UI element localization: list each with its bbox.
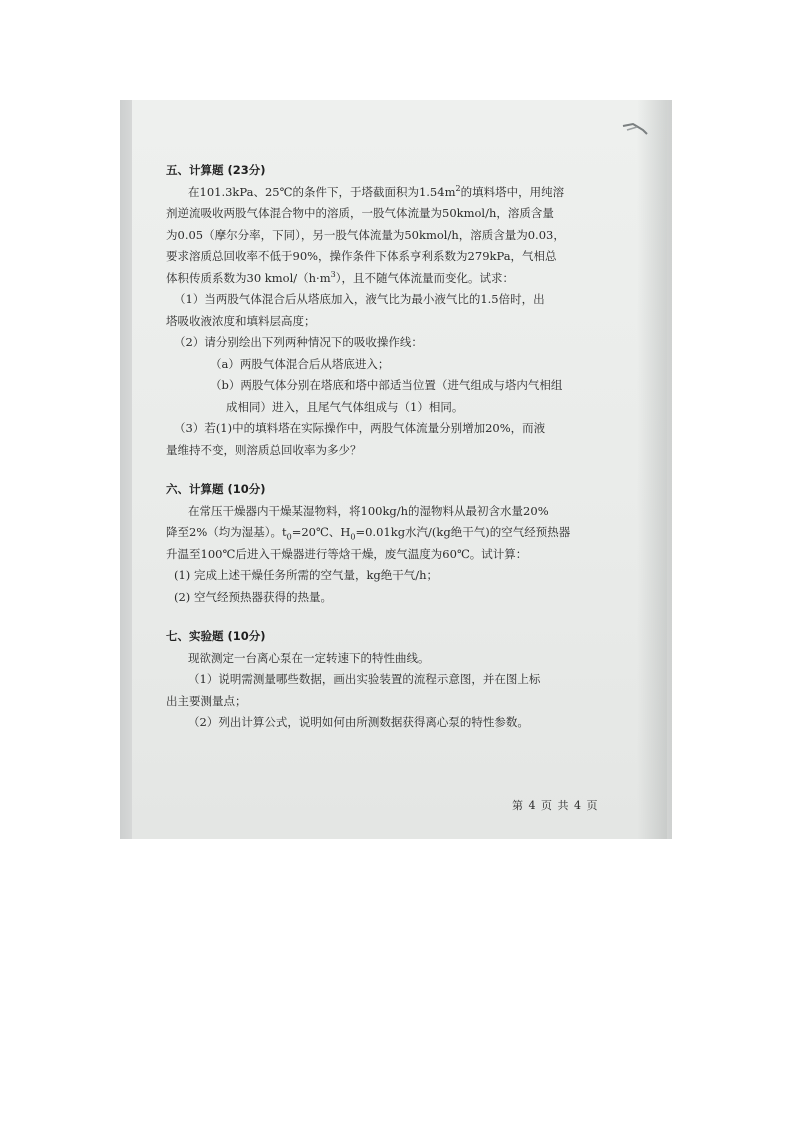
question-6-1: (1) 完成上述干燥任务所需的空气量，kg绝干气/h； bbox=[174, 568, 439, 582]
exam-content bbox=[166, 160, 636, 752]
section-7-heading: 七、实验题 (10分) bbox=[166, 629, 266, 643]
section-5-text: 在101.3kPa、25℃的条件下，于塔截面积为$1.54m^2$的填料塔中，用纯溶 bbox=[188, 183, 565, 199]
section-5 bbox=[166, 160, 636, 461]
question-5-2b: （b）两股气体分别在塔底和塔中部适当位置（进气组成与塔内气相组 bbox=[210, 378, 563, 392]
section-5-text: 体积传质系数为30 kmol/$(h\cdot m^3)$，且不随气体流量而变化。试求： bbox=[166, 269, 514, 285]
section-5-text: 要求溶质总回收率不低于90%，操作条件下体系亨利系数为279kPa，气相总 bbox=[166, 249, 557, 263]
section-7 bbox=[166, 626, 636, 734]
section-5-text: 为0.05（摩尔分率，下同），另一股气体流量为50kmol/h，溶质含量为0.03， bbox=[166, 227, 565, 242]
section-7-text: 现欲测定一台离心泵在一定转速下的特性曲线。 bbox=[188, 650, 430, 665]
page-number: 第 4 页 共 4 页 bbox=[512, 799, 599, 812]
exam-page bbox=[132, 100, 667, 839]
section-6-text: 升温至100℃后进入干燥器进行等焓干燥，废气温度为60℃。试计算： bbox=[166, 546, 528, 561]
question-6-2: (2) 空气经预热器获得的热量。 bbox=[174, 589, 332, 604]
question-5-3-cont: 量维持不变，则溶质总回收率为多少？ bbox=[166, 442, 362, 457]
section-6-text: 在常压干燥器内干燥某湿物料，将100kg/h的湿物料从最初含水量20% bbox=[188, 503, 549, 518]
staple-mark-icon bbox=[621, 122, 649, 136]
question-7-2: （2）列出计算公式，说明如何由所测数据获得离心泵的特性参数。 bbox=[188, 715, 529, 729]
question-7-1: （1）说明需测量哪些数据，画出实验装置的流程示意图，并在图上标 bbox=[188, 672, 541, 686]
section-5-heading: 五、计算题 (23分) bbox=[166, 163, 266, 177]
question-5-2: （2）请分别绘出下列两种情况下的吸收操作线： bbox=[174, 335, 423, 349]
question-5-3: （3）若(1)中的填料塔在实际操作中，两股气体流量分别增加20%，而液 bbox=[174, 421, 546, 435]
scanned-photo bbox=[120, 100, 672, 839]
question-5-2a: （a）两股气体混合后从塔底进入； bbox=[210, 356, 390, 371]
section-6 bbox=[166, 479, 636, 608]
question-7-1-cont: 出主要测量点； bbox=[166, 693, 247, 708]
section-6-text: 降至2%（均为湿基）。$t_0=20℃$、$H_0=0.01kg$水汽/(kg绝干气)的空气经预热器 bbox=[166, 525, 571, 542]
section-6-heading: 六、计算题 (10分) bbox=[166, 482, 266, 496]
question-5-2b-cont: 成相同）进入，且尾气气体组成与（1）相同。 bbox=[226, 399, 464, 414]
question-5-1-cont: 塔吸收液浓度和填料层高度； bbox=[166, 313, 316, 328]
section-5-text: 剂逆流吸收两股气体混合物中的溶质，一股气体流量为50kmol/h，溶质含量 bbox=[166, 206, 554, 220]
question-5-1: （1）当两股气体混合后从塔底加入，液气比为最小液气比的1.5倍时，出 bbox=[174, 292, 545, 306]
